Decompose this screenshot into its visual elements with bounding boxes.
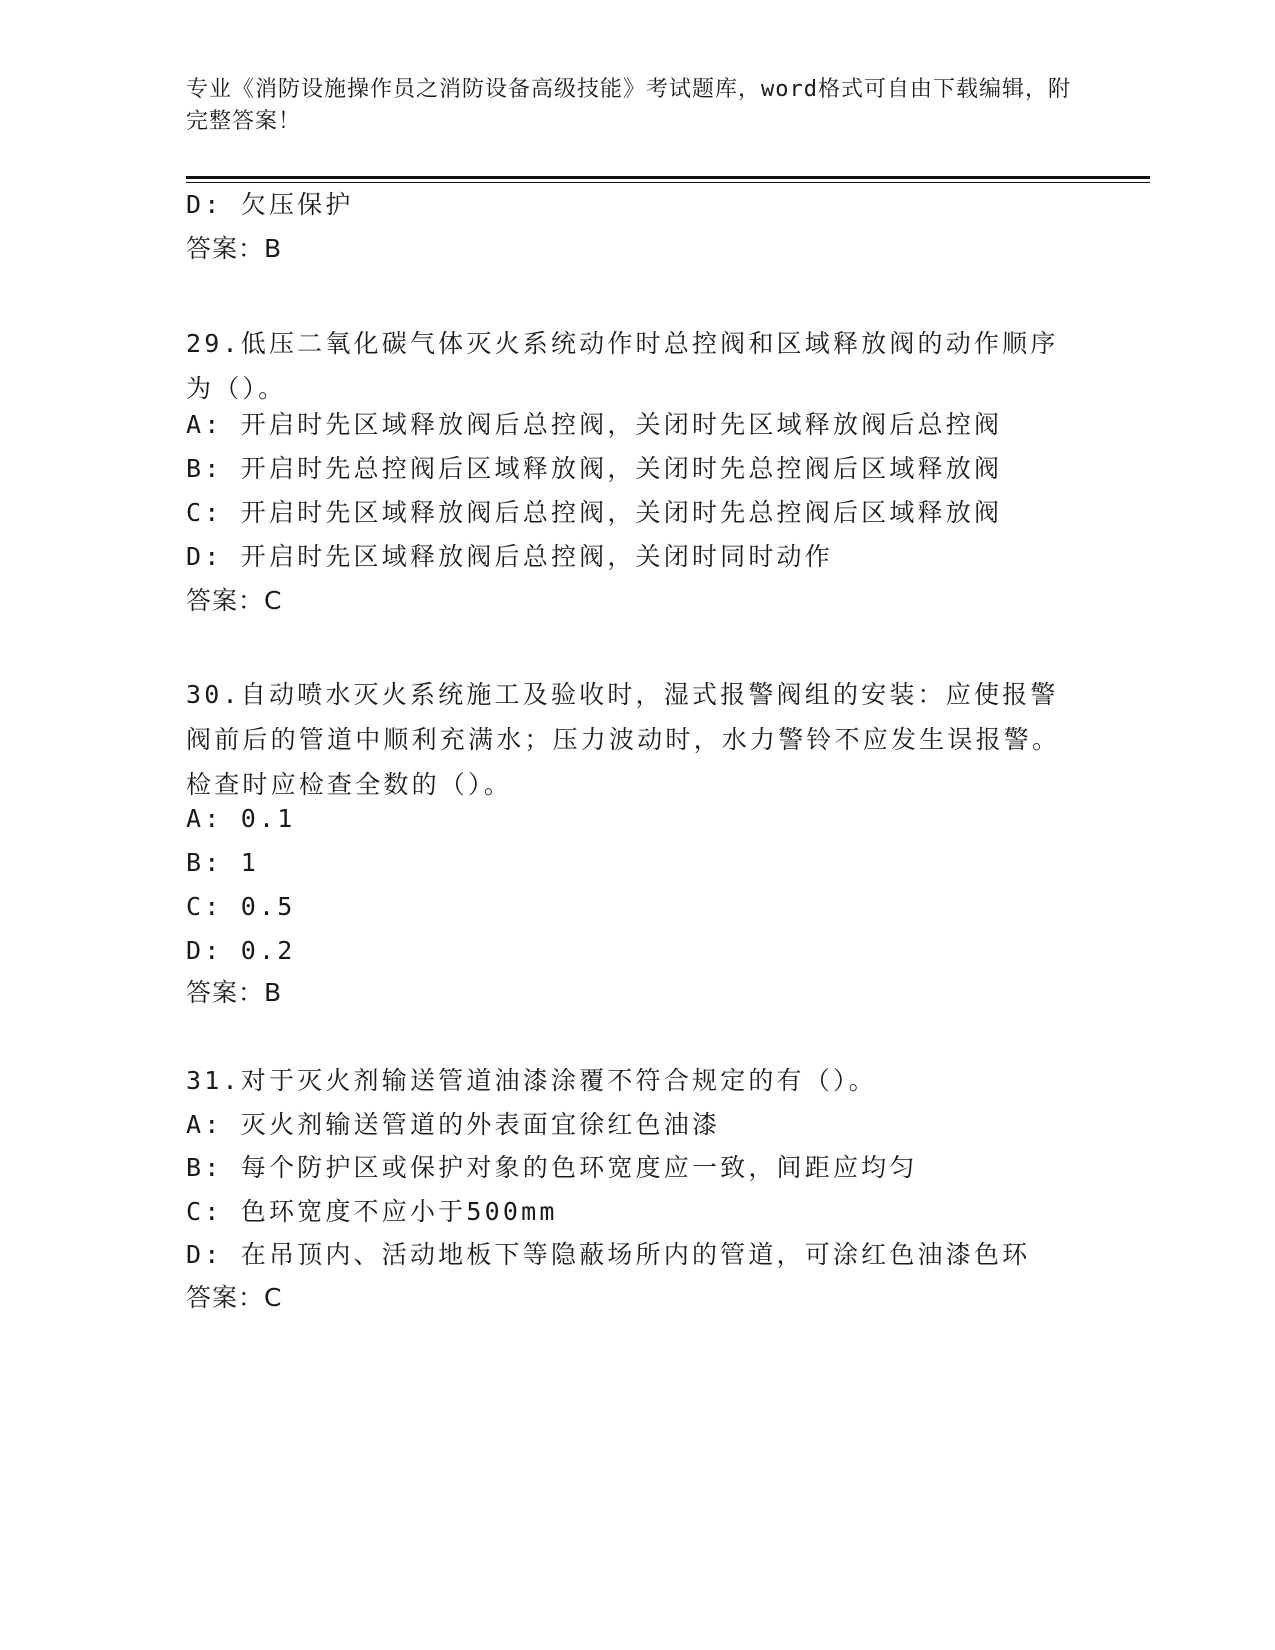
question-29-option-a: A: 开启时先区域释放阀后总控阀，关闭时先区域释放阀后总控阀 bbox=[186, 410, 1003, 439]
header-divider-thin bbox=[186, 182, 1150, 183]
header-divider-thick bbox=[186, 176, 1150, 179]
question-30-option-b: B: 1 bbox=[186, 848, 260, 877]
question-30-option-d: D: 0.2 bbox=[186, 936, 296, 965]
question-30-option-a: A: 0.1 bbox=[186, 804, 296, 833]
question-29-option-c: C: 开启时先区域释放阀后总控阀，关闭时先总控阀后区域释放阀 bbox=[186, 498, 1003, 527]
question-29-option-b: B: 开启时先总控阀后区域释放阀，关闭时先总控阀后区域释放阀 bbox=[186, 454, 1003, 483]
prev-option-d: D: 欠压保护 bbox=[186, 190, 354, 219]
question-31-option-a: A: 灭火剂输送管道的外表面宜徐红色油漆 bbox=[186, 1110, 721, 1139]
question-30-stem: 30.自动喷水灭火系统施工及验收时，湿式报警阀组的安装：应使报警阀前后的管道中顺利充满水；压力波动时，水力警铃不应发生误报警。检查时应检查全数的（）。 bbox=[186, 680, 1061, 799]
question-31-stem: 31.对于灭火剂输送管道油漆涂覆不符合规定的有（）。 bbox=[186, 1066, 877, 1095]
question-31-option-c: C: 色环宽度不应小于500mm bbox=[186, 1197, 558, 1226]
question-30-option-c: C: 0.5 bbox=[186, 892, 296, 921]
question-30-answer: 答案：B bbox=[186, 978, 283, 1007]
document-header: 专业《消防设施操作员之消防设备高级技能》考试题库，word格式可自由下载编辑，附完整答案！ bbox=[186, 77, 1071, 134]
question-29-answer: 答案：C bbox=[186, 586, 283, 615]
question-31-option-b: B: 每个防护区或保护对象的色环宽度应一致，间距应均匀 bbox=[186, 1153, 918, 1182]
question-29-option-d: D: 开启时先区域释放阀后总控阀，关闭时同时动作 bbox=[186, 542, 833, 571]
prev-answer: 答案：B bbox=[186, 234, 283, 263]
question-29-stem: 29.低压二氧化碳气体灭火系统动作时总控阀和区域释放阀的动作顺序为（）。 bbox=[186, 329, 1059, 403]
question-31-answer: 答案：C bbox=[186, 1283, 283, 1312]
question-31-option-d: D: 在吊顶内、活动地板下等隐蔽场所内的管道，可涂红色油漆色环 bbox=[186, 1240, 1031, 1269]
